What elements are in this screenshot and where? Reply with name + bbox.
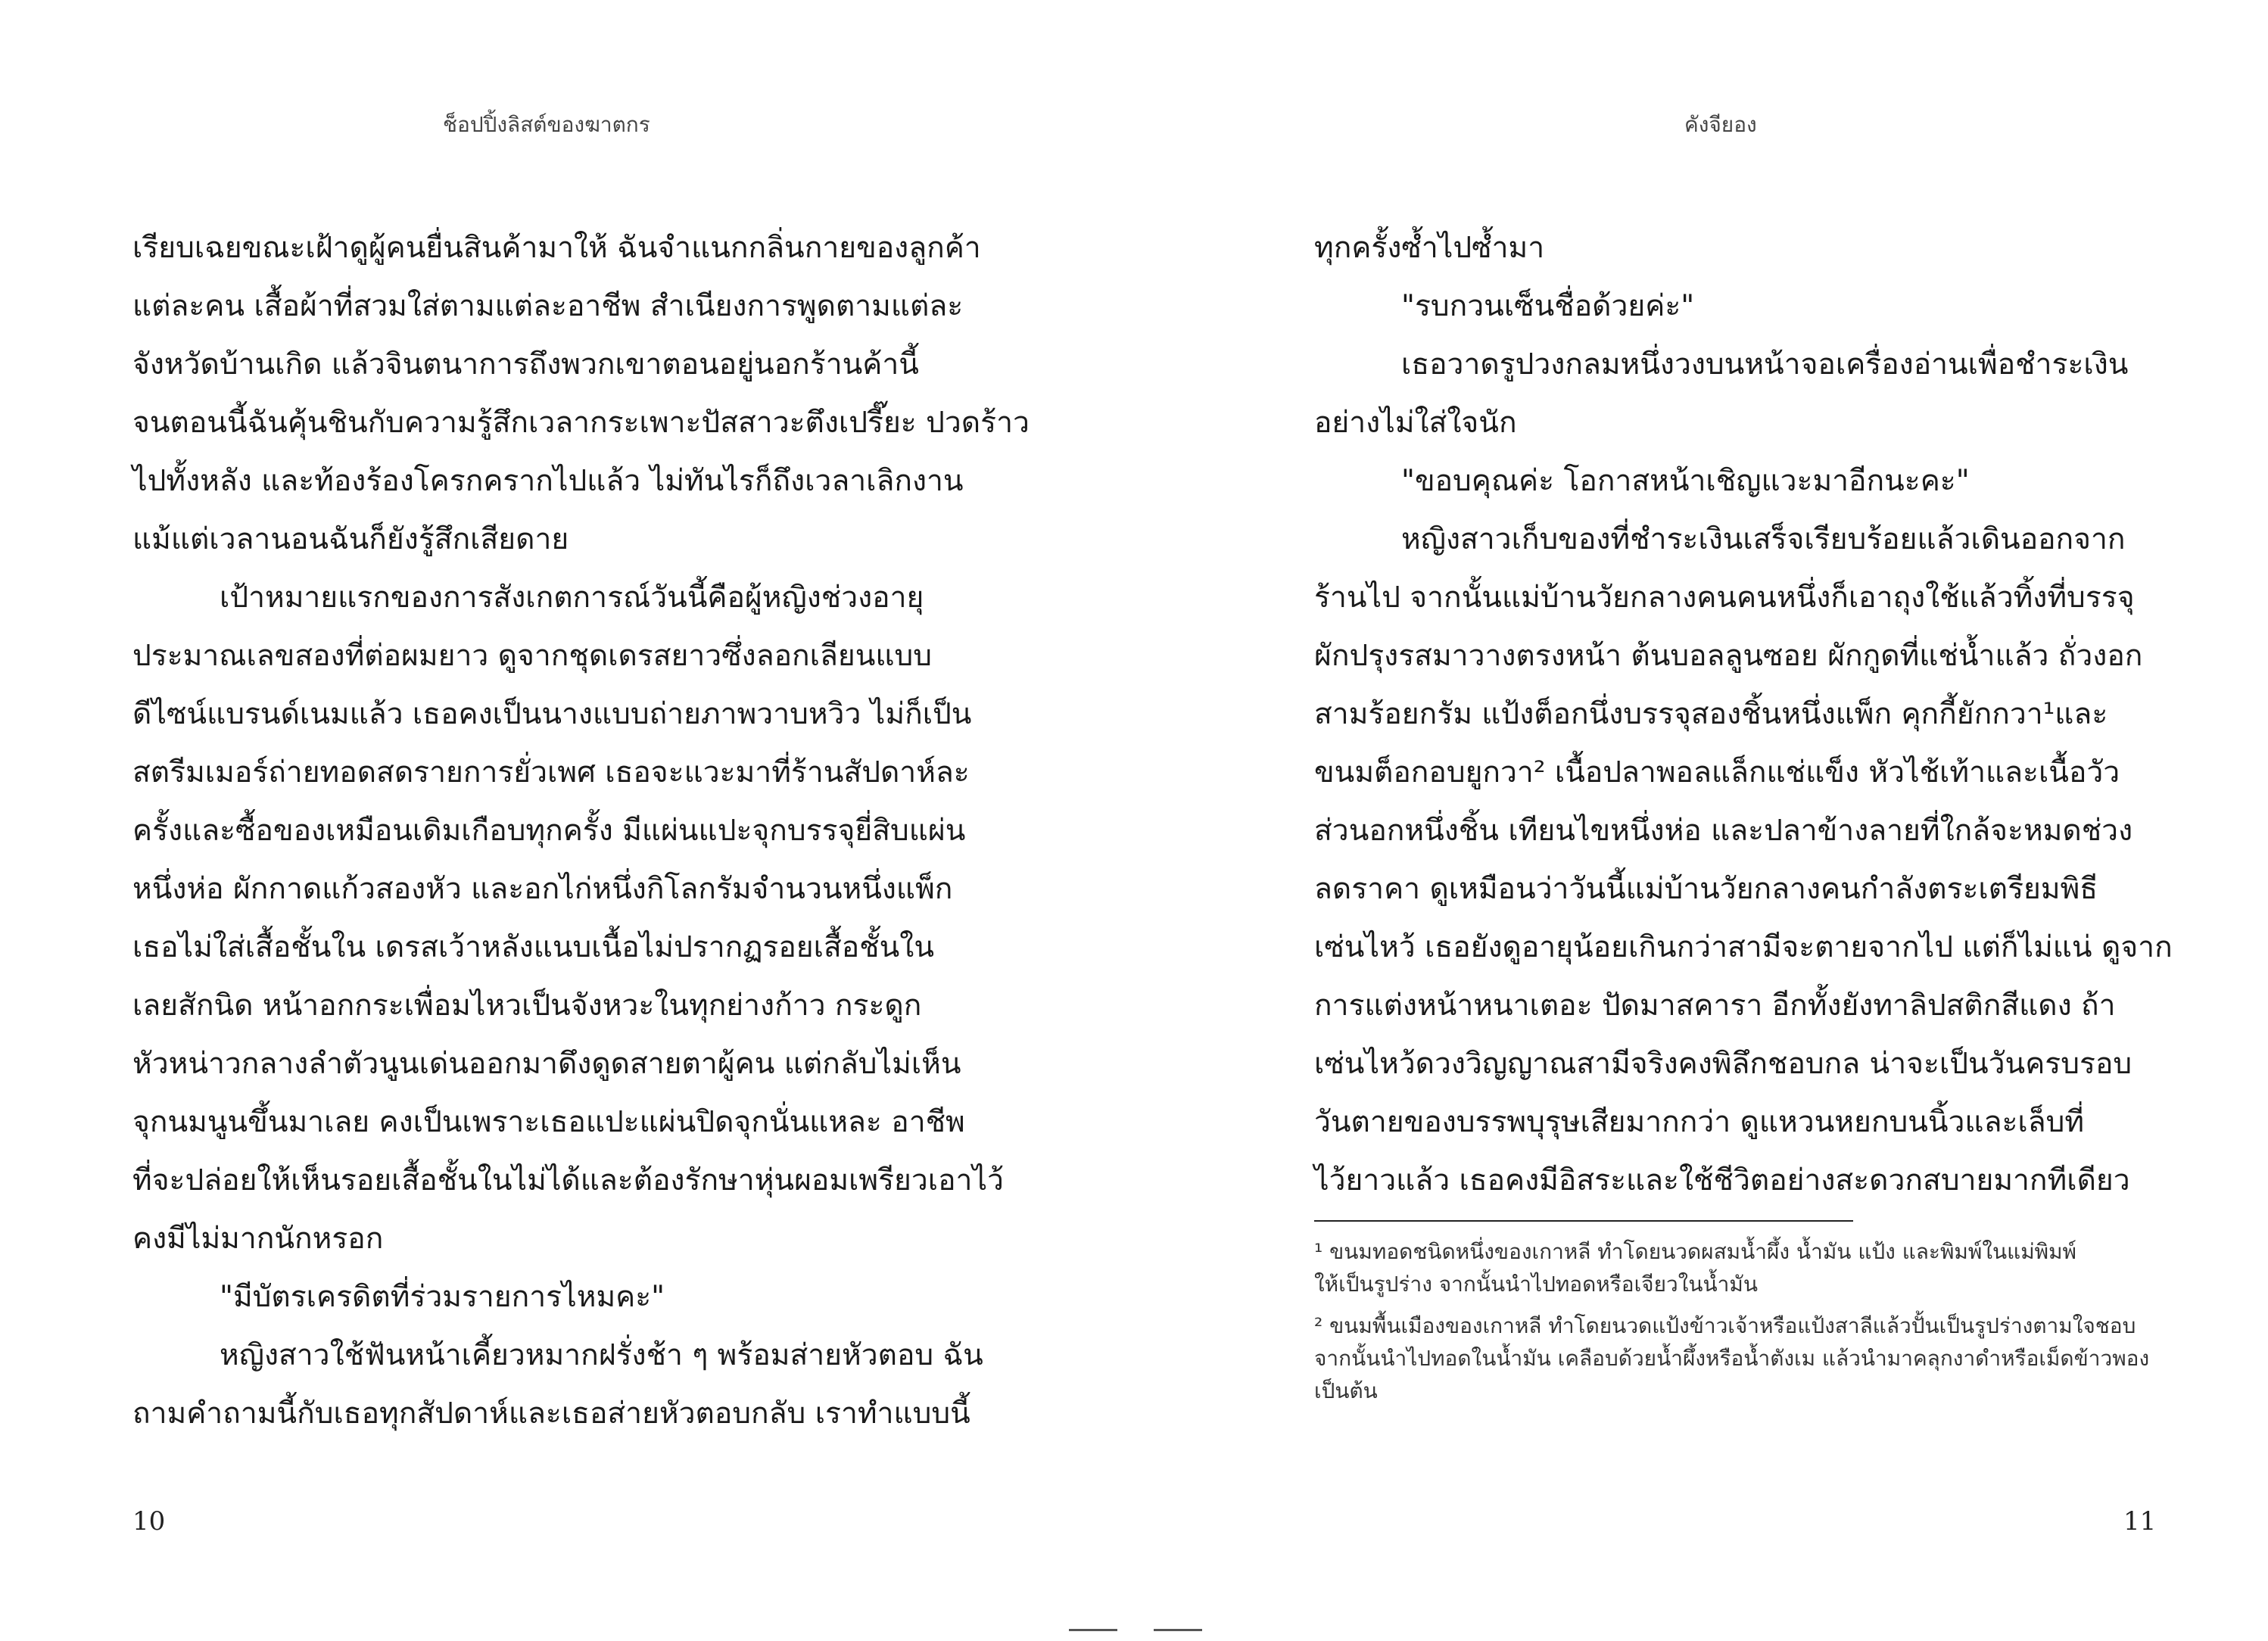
text-line: เธอวาดรูปวงกลมหนึ่งวงบนหน้าจอเครื่องอ่านเพื่อชำระเงิน	[1401, 347, 2129, 381]
footnotes	[1314, 1235, 2154, 1407]
text-line: ดีไซน์แบรนด์เนมแล้ว เธอคงเป็นนางแบบถ่ายภาพวาบหวิว ไม่ก็เป็น	[132, 697, 972, 731]
text-line: หญิงสาวใช้ฟันหน้าเคี้ยวหมากฝรั่งช้า ๆ พร้อมส่ายหัวตอบ ฉัน	[220, 1338, 983, 1372]
text-line: "ขอบคุณค่ะ โอกาสหน้าเชิญแวะมาอีกนะคะ"	[1401, 464, 1970, 498]
text-line: ลดราคา ดูเหมือนว่าวันนี้แม่บ้านวัยกลางคนกำลังตระเตรียมพิธี	[1314, 872, 2098, 906]
page-number: 11	[2123, 1506, 2157, 1537]
text-line: เธอไม่ใส่เสื้อชั้นใน เดรสเว้าหลังแนบเนื้อไม่ปรากฏรอยเสื้อชั้นใน	[132, 930, 934, 964]
text-line: อย่างไม่ใส่ใจนัก	[1314, 406, 1517, 440]
text-line: แม้แต่เวลานอนฉันก็ยังรู้สึกเสียดาย	[132, 522, 569, 556]
text-line: หญิงสาวเก็บของที่ชำระเงินเสร็จเรียบร้อยแล้วเดินออกจาก	[1401, 522, 2126, 556]
footnote-1-line: ¹ ขนมทอดชนิดหนึ่งของเกาหลี ทำโดยนวดผสมน้ำผึ้ง น้ำมัน แป้ง และพิมพ์ในแม่พิมพ์	[1314, 1239, 2077, 1264]
text-line: ประมาณเลขสองที่ต่อผมยาว ดูจากชุดเดรสยาวซึ่งลอกเลียนแบบ	[132, 639, 933, 673]
right-page	[1134, 0, 2268, 1641]
body-text	[132, 219, 1030, 1443]
text-line: สามร้อยกรัม แป้งต็อกนึ่งบรรจุสองชิ้นหนึ่งแพ็ก คุกกี้ยักกวา¹และ	[1314, 697, 2108, 731]
text-line: "รบกวนเซ็นชื่อด้วยค่ะ"	[1401, 289, 1695, 323]
text-line: ผักปรุงรสมาวางตรงหน้า ต้นบอลลูนซอย ผักกูดที่แช่น้ำแล้ว ถั่วงอก	[1314, 639, 2143, 673]
text-line: หัวหน่าวกลางลำตัวนูนเด่นออกมาดึงดูดสายตาผู้คน แต่กลับไม่เห็น	[132, 1047, 961, 1081]
crop-mark	[1069, 1629, 1117, 1631]
footnote-2-line: เป็นต้น	[1314, 1378, 1378, 1403]
text-line: เป้าหมายแรกของการสังเกตการณ์วันนี้คือผู้หญิงช่วงอายุ	[220, 581, 924, 615]
text-line: "มีบัตรเครดิตที่ร่วมรายการไหมคะ"	[220, 1280, 665, 1314]
text-line: ไปทั้งหลัง และท้องร้องโครกครากไปแล้ว ไม่ทันไรก็ถึงเวลาเลิกงาน	[132, 464, 964, 498]
footnote-2-line: จากนั้นนำไปทอดในน้ำมัน เคลือบด้วยน้ำผึ้งหรือน้ำตังเม แล้วนำมาคลุกงาดำหรือเม็ดข้าวพอง	[1314, 1346, 2150, 1371]
text-line: จุกนมนูนขึ้นมาเลย คงเป็นเพราะเธอแปะแผ่นปิดจุกนั่นแหละ อาชีพ	[132, 1105, 965, 1139]
crop-mark	[1154, 1629, 1202, 1631]
body-text	[1314, 219, 2173, 1210]
text-line: ไว้ยาวแล้ว เธอคงมีอิสระและใช้ชีวิตอย่างสะดวกสบายมากทีเดียว	[1314, 1163, 2130, 1197]
text-line: ทุกครั้งซ้ำไปซ้ำมา	[1314, 231, 1545, 265]
text-line: เลยสักนิด หน้าอกกระเพื่อมไหวเป็นจังหวะในทุกย่างก้าว กระดูก	[132, 989, 922, 1023]
footnote-1-line: ให้เป็นรูปร่าง จากนั้นนำไปทอดหรือเจียวในน้ำมัน	[1314, 1272, 1758, 1297]
footnote-spacer	[1314, 1300, 2154, 1309]
text-line: ร้านไป จากนั้นแม่บ้านวัยกลางคนคนหนึ่งก็เอาถุงใช้แล้วทิ้งที่บรรจุ	[1314, 581, 2135, 615]
text-line: สตรีมเมอร์ถ่ายทอดสดรายการยั่วเพศ เธอจะแวะมาที่ร้านสัปดาห์ละ	[132, 755, 970, 789]
text-line: เรียบเฉยขณะเฝ้าดูผู้คนยื่นสินค้ามาให้ ฉันจำแนกกลิ่นกายของลูกค้า	[132, 231, 981, 265]
text-line: แต่ละคน เสื้อผ้าที่สวมใส่ตามแต่ละอาชีพ สำเนียงการพูดตามแต่ละ	[132, 289, 964, 323]
text-line: จังหวัดบ้านเกิด แล้วจินตนาการถึงพวกเขาตอนอยู่นอกร้านค้านี้	[132, 347, 919, 381]
text-line: ครั้งและซื้อของเหมือนเดิมเกือบทุกครั้ง มีแผ่นแปะจุกบรรจุยี่สิบแผ่น	[132, 814, 966, 848]
text-line: เซ่นไหว้ดวงวิญญาณสามีจริงคงพิลึกชอบกล น่าจะเป็นวันครบรอบ	[1314, 1047, 2132, 1081]
text-line: เซ่นไหว้ เธอยังดูอายุน้อยเกินกว่าสามีจะตายจากไป แต่ก็ไม่แน่ ดูจาก	[1314, 930, 2173, 964]
text-line: จนตอนนี้ฉันคุ้นชินกับความรู้สึกเวลากระเพาะปัสสาวะตึงเปรี๊ยะ ปวดร้าว	[132, 406, 1030, 440]
running-head-author: คังจียอง	[1684, 112, 1757, 137]
running-head-book-title: ช็อปปิ้งลิสต์ของฆาตกร	[443, 112, 650, 137]
page-number: 10	[132, 1506, 166, 1537]
text-line: ที่จะปล่อยให้เห็นรอยเสื้อชั้นในไม่ได้และต้องรักษาหุ่นผอมเพรียวเอาไว้	[132, 1163, 1004, 1197]
text-line: วันตายของบรรพบุรุษเสียมากกว่า ดูแหวนหยกบนนิ้วและเล็บที่	[1314, 1105, 2085, 1139]
text-line: ขนมต็อกอบยูกวา² เนื้อปลาพอลแล็กแช่แข็ง หัวไช้เท้าและเนื้อวัว	[1314, 755, 2120, 789]
text-line: ส่วนอกหนึ่งชิ้น เทียนไขหนึ่งห่อ และปลาข้างลายที่ใกล้จะหมดช่วง	[1314, 814, 2133, 848]
footnote-divider	[1314, 1220, 1853, 1222]
footnote-2-line: ² ขนมพื้นเมืองของเกาหลี ทำโดยนวดแป้งข้าวเจ้าหรือแป้งสาลีแล้วปั้นเป็นรูปร่างตามใจชอบ	[1314, 1313, 2136, 1338]
text-line: ถามคำถามนี้กับเธอทุกสัปดาห์และเธอส่ายหัวตอบกลับ เราทำแบบนี้	[132, 1397, 970, 1431]
text-line: หนึ่งห่อ ผักกาดแก้วสองหัว และอกไก่หนึ่งกิโลกรัมจำนวนหนึ่งแพ็ก	[132, 872, 953, 906]
text-line: การแต่งหน้าหนาเตอะ ปัดมาสคารา อีกทั้งยังทาลิปสติกสีแดง ถ้า	[1314, 989, 2116, 1023]
text-line: คงมีไม่มากนักหรอก	[132, 1222, 384, 1256]
